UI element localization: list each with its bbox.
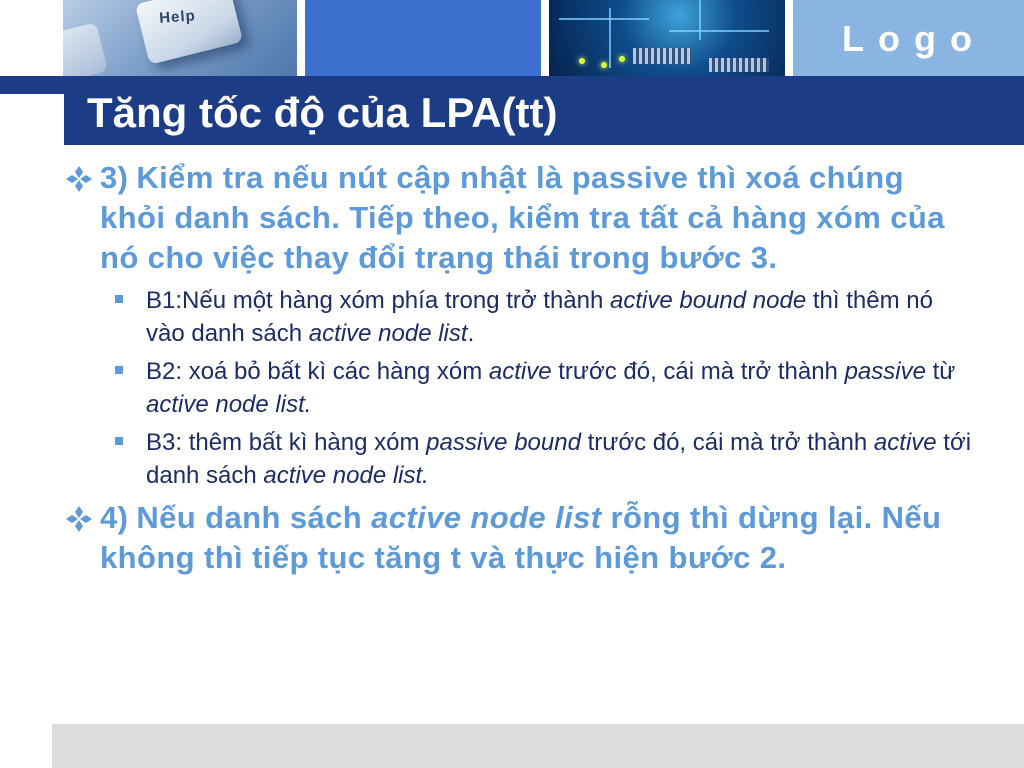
slide-header — [0, 0, 1024, 145]
sub-bullet-text: B3: thêm bất kì hàng xóm — [146, 429, 427, 456]
step-text: Kiểm tra nếu nút cập nhật là passive thì xoá chúng khỏi danh sách. Tiếp theo, kiểm tra tất cả hàng xóm của nó cho việc thay đổi trạng thái trong bước 3. — [100, 160, 945, 275]
sub-bullet-italic-term: active node list. — [263, 462, 429, 489]
step-text: rỗng thì dừng lại. Nếu không thì tiếp tục tăng t và thực hiện bước 2. — [100, 500, 942, 575]
sub-bullet-italic-term: passive — [844, 358, 926, 385]
header-blue-tile — [305, 0, 541, 76]
slide-title: Tăng tốc độ của LPA(tt) — [87, 89, 558, 136]
diamond-bullet-icon — [64, 504, 94, 534]
sub-bullet-text: B1:Nếu một hàng xóm phía trong trở thành — [146, 287, 611, 314]
circuit-trace — [669, 30, 769, 32]
logo-text: Logo — [842, 18, 986, 59]
circuit-led — [579, 58, 585, 64]
slide-content — [64, 158, 974, 578]
slide-footer-bar — [52, 724, 1024, 768]
sub-bullet-text: thì thêm nó vào danh sách — [146, 287, 933, 347]
title-bar — [64, 76, 1024, 145]
bullet-item-step-4 — [64, 498, 974, 578]
step-text: Nếu danh sách — [136, 500, 372, 535]
square-bullet-icon — [115, 366, 123, 374]
keyboard-help-key — [135, 0, 243, 65]
sub-bullet-italic-term: passive bound — [426, 429, 581, 456]
logo-tile — [793, 0, 1024, 76]
sub-bullet-text: từ — [925, 358, 956, 385]
circuit-board-image — [549, 0, 785, 76]
sub-bullet-b1 — [64, 284, 974, 350]
circuit-trace — [609, 8, 611, 68]
square-bullet-icon — [115, 437, 123, 445]
sub-bullet-list — [64, 284, 974, 492]
keyboard-key-left — [63, 22, 108, 76]
sub-bullet-italic-term: active node list. — [146, 391, 312, 418]
bullet-item-step-3 — [64, 158, 974, 278]
help-key-label: Help — [158, 7, 197, 27]
sub-bullet-text: trước đó, cái mà trở thành — [580, 429, 874, 456]
sub-bullet-text: tới danh sách — [146, 429, 972, 489]
sub-bullet-italic-term: active node list — [308, 320, 468, 347]
circuit-led — [619, 56, 625, 62]
step-number: 3) — [100, 160, 129, 195]
diamond-bullet-icon — [64, 164, 94, 194]
keyboard-help-key-image — [63, 0, 297, 76]
step-number: 4) — [100, 500, 129, 535]
sub-bullet-text: trước đó, cái mà trở thành — [551, 358, 845, 385]
sub-bullet-text: . — [467, 320, 475, 347]
sub-bullet-text: B2: xoá bỏ bất kì các hàng xóm — [146, 358, 489, 385]
sub-bullet-italic-term: active bound node — [610, 287, 807, 314]
sub-bullet-italic-term: active — [873, 429, 937, 456]
circuit-trace — [699, 0, 701, 40]
circuit-trace — [559, 18, 649, 20]
sub-bullet-b3 — [64, 426, 974, 492]
circuit-led — [601, 62, 607, 68]
sub-bullet-b2 — [64, 355, 974, 421]
step-italic-term: active node list — [371, 500, 602, 535]
square-bullet-icon — [115, 295, 123, 303]
sub-bullet-italic-term: active — [488, 358, 552, 385]
circuit-chip — [709, 58, 769, 72]
circuit-chip — [633, 48, 691, 64]
